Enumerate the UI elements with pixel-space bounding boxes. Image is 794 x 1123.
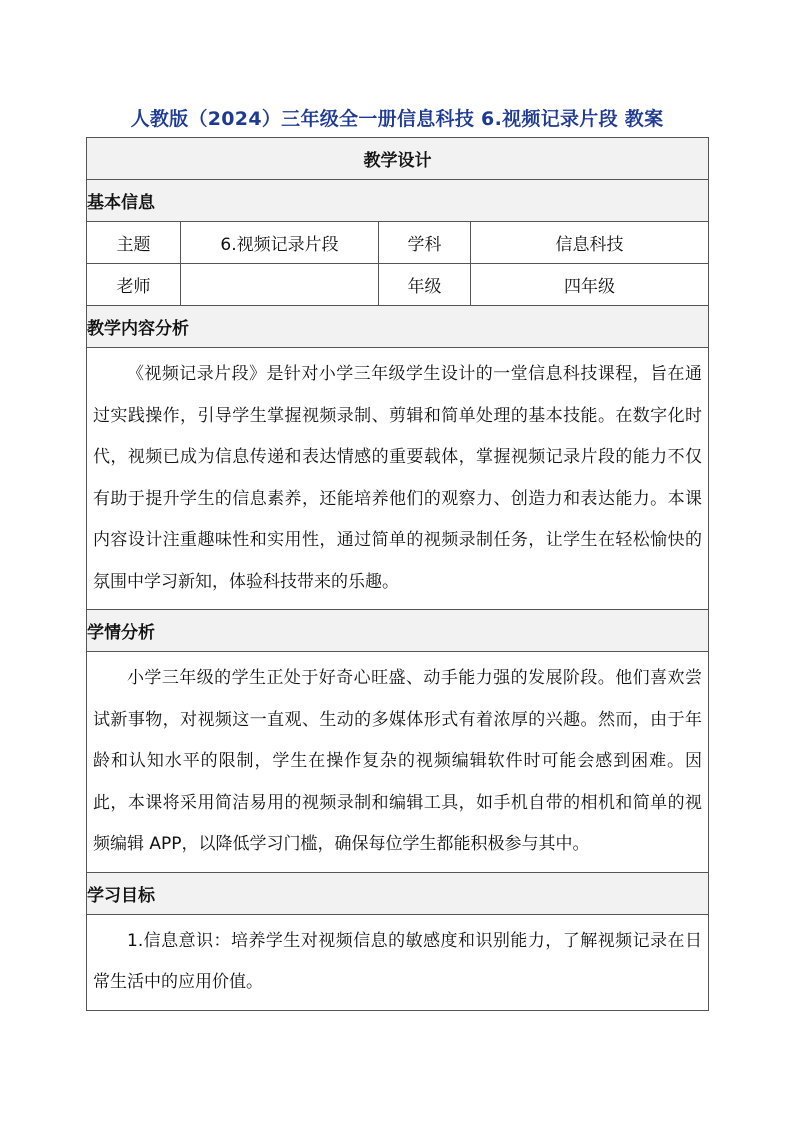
teacher-value — [181, 264, 379, 306]
objectives-cell — [87, 914, 709, 1010]
table-header: 教学设计 — [87, 138, 709, 180]
document-title: 人教版（2024）三年级全一册信息科技 6.视频记录片段 教案 — [130, 108, 664, 130]
table-header-row — [87, 138, 709, 180]
objectives-row — [87, 914, 709, 1010]
topic-value: 6.视频记录片段 — [181, 222, 379, 264]
section-row-learner-analysis — [87, 610, 709, 652]
teacher-label: 老师 — [87, 264, 181, 306]
learner-analysis-row — [87, 652, 709, 873]
grade-label: 年级 — [379, 264, 471, 306]
section-row-content-analysis — [87, 306, 709, 348]
subject-value: 信息科技 — [471, 222, 709, 264]
objectives-text: 1.信息意识：培养学生对视频信息的敏感度和识别能力，了解视频记录在日常生活中的应用价值。 — [93, 930, 702, 992]
content-analysis-row — [87, 348, 709, 610]
subject-label: 学科 — [379, 222, 471, 264]
grade-value: 四年级 — [471, 264, 709, 306]
lesson-plan-table — [86, 137, 709, 1011]
objectives-heading: 学习目标 — [87, 872, 709, 914]
learner-analysis-text: 小学三年级的学生正处于好奇心旺盛、动手能力强的发展阶段。他们喜欢尝试新事物，对视频这一直观、生动的多媒体形式有着浓厚的兴趣。然而，由于年龄和认知水平的限制，学生在操作复杂的视频编辑软件时可能会感到困难。因此，本课将采用简洁易用的视频录制和编辑工具，如手机自带的相机和简单的视频编辑 APP，以降低学习门槛，确保每位学生都能积极参与其中。 — [93, 668, 702, 854]
section-row-objectives — [87, 872, 709, 914]
info-row-topic — [87, 222, 709, 264]
content-analysis-text: 《视频记录片段》是针对小学三年级学生设计的一堂信息科技课程，旨在通过实践操作，引导学生掌握视频录制、剪辑和简单处理的基本技能。在数字化时代，视频已成为信息传递和表达情感的重要载体，掌握视频记录片段的能力不仅有助于提升学生的信息素养，还能培养他们的观察力、创造力和表达能力。本课内容设计注重趣味性和实用性，通过简单的视频录制任务，让学生在轻松愉快的氛围中学习新知，体验科技带来的乐趣。 — [93, 364, 702, 592]
content-analysis-cell — [87, 348, 709, 610]
section-row-basic-info — [87, 180, 709, 222]
basic-info-heading: 基本信息 — [87, 180, 709, 222]
info-row-teacher — [87, 264, 709, 306]
learner-analysis-cell — [87, 652, 709, 873]
topic-label: 主题 — [87, 222, 181, 264]
content-analysis-heading: 教学内容分析 — [87, 306, 709, 348]
learner-analysis-heading: 学情分析 — [87, 610, 709, 652]
